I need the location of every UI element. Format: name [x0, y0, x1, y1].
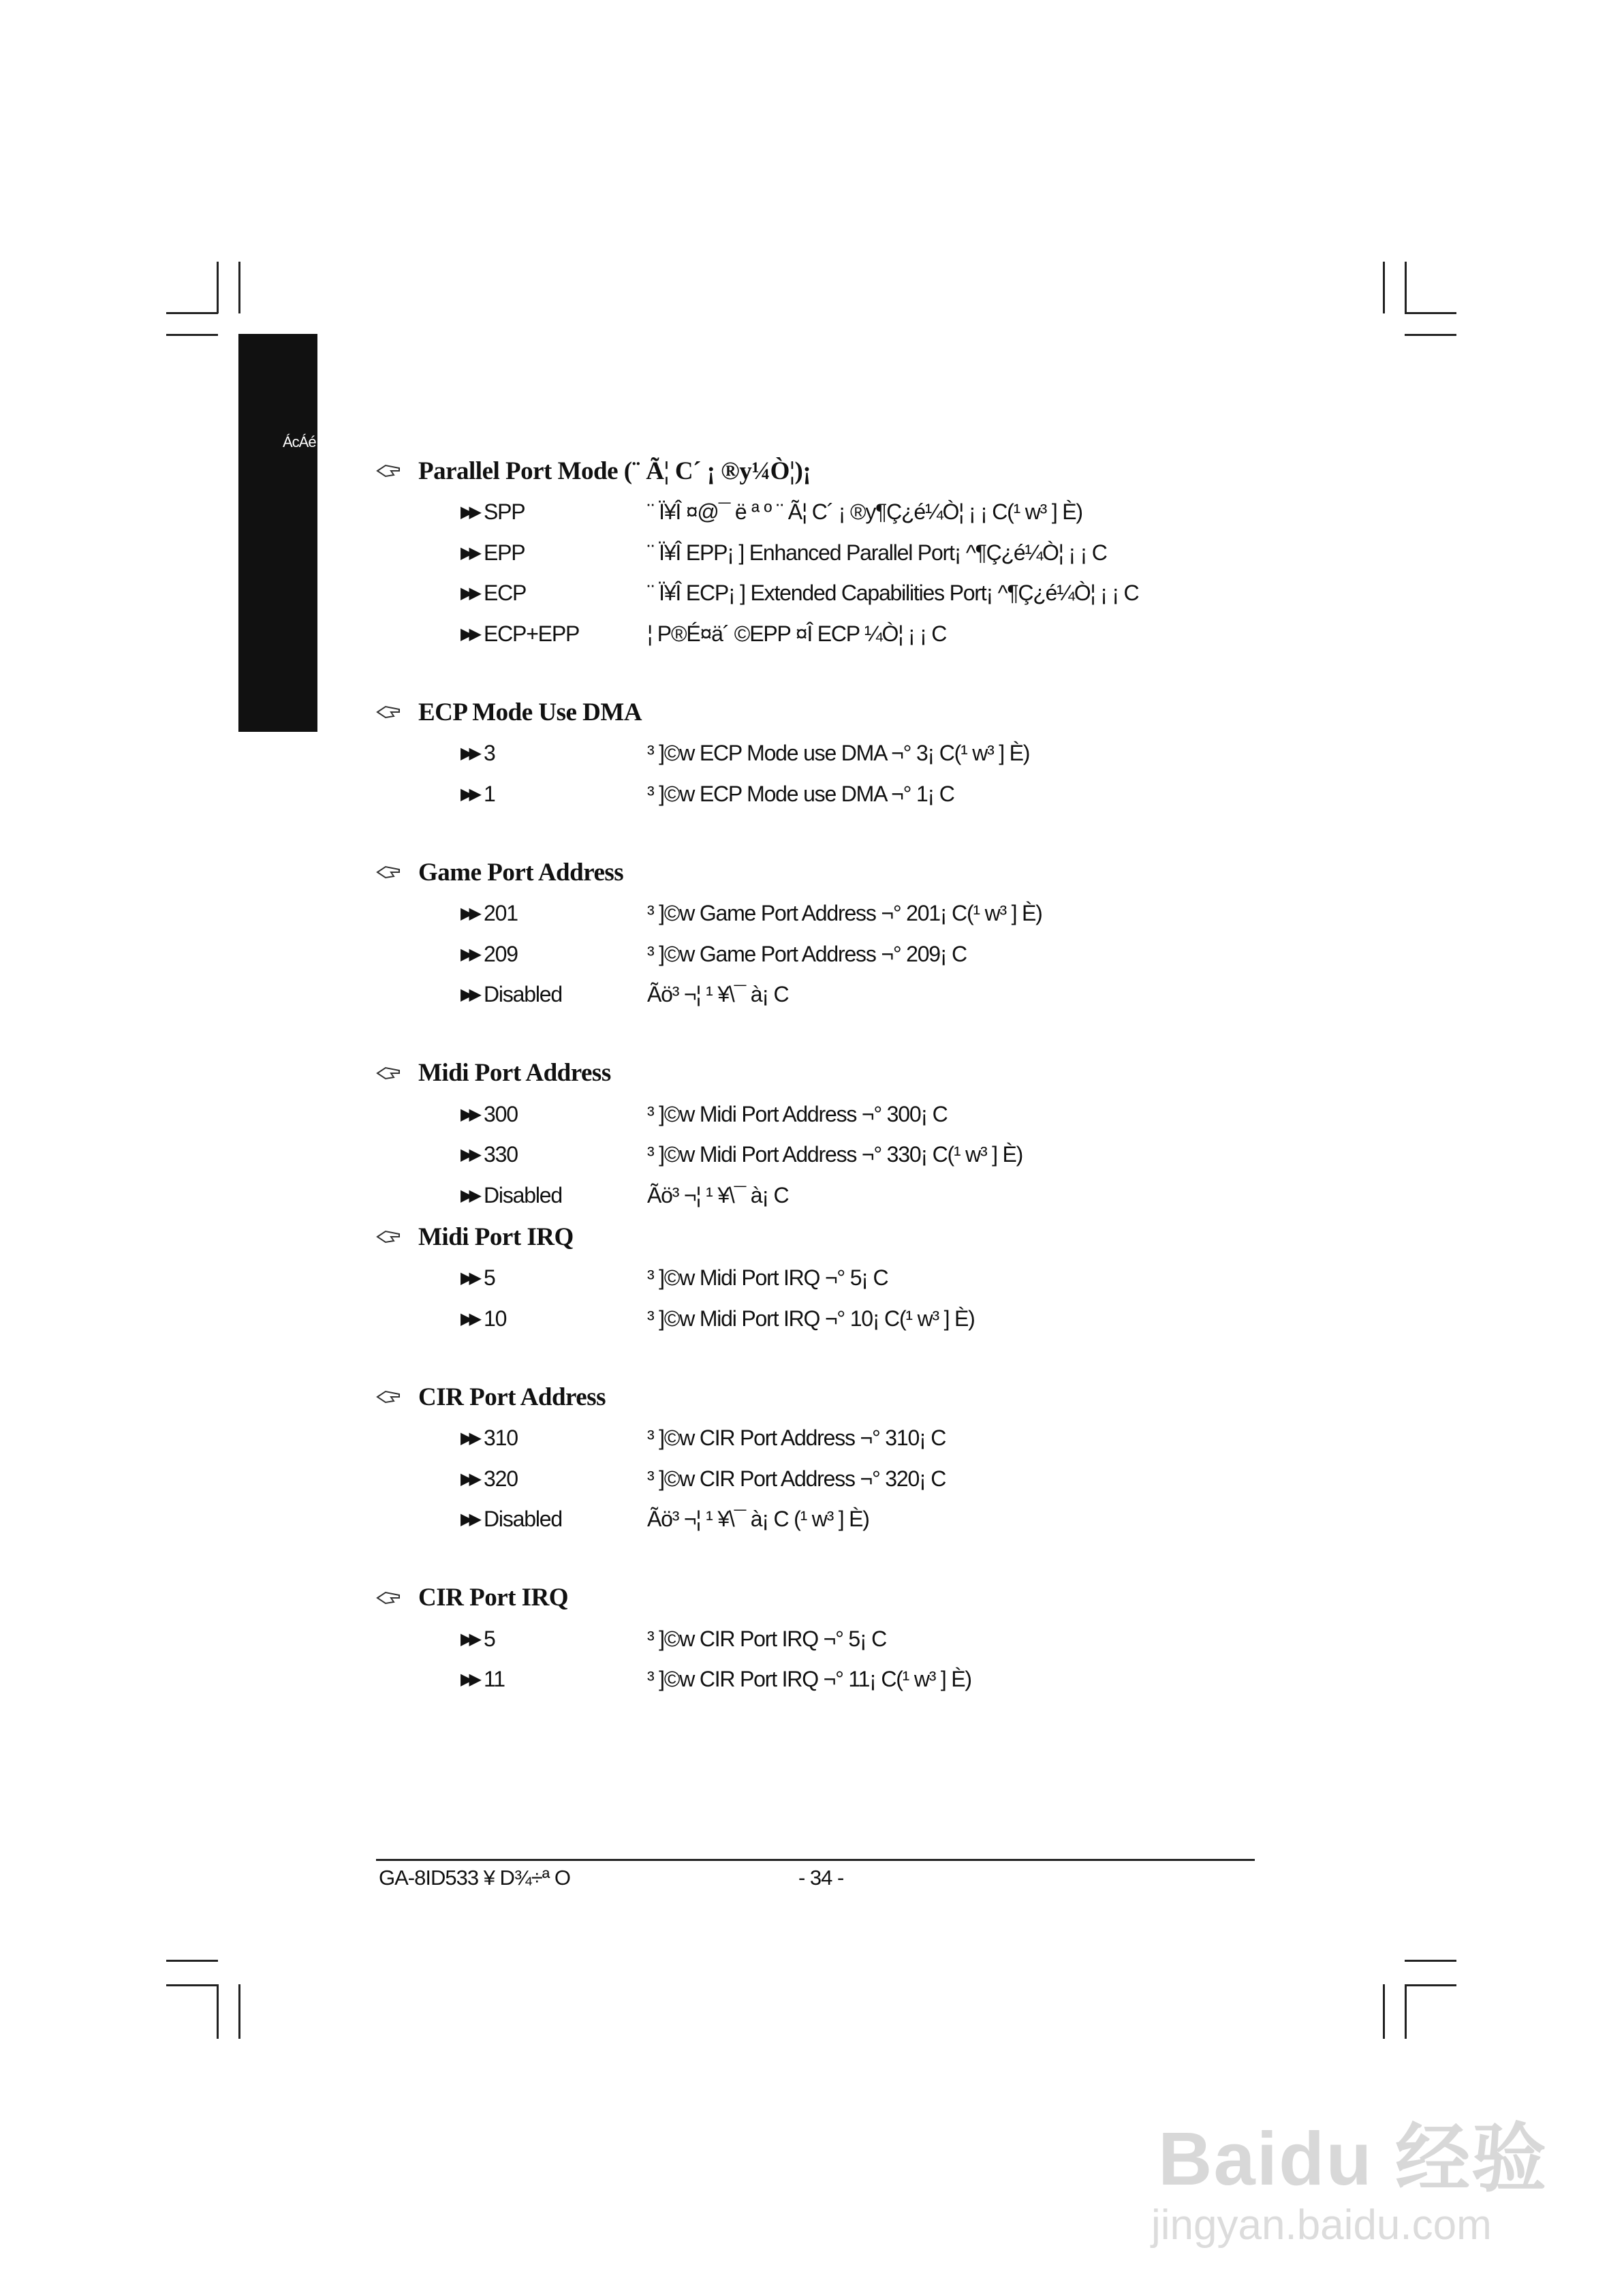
footer-manual-name: GA-8ID533 ¥ D¾÷ª O: [379, 1866, 570, 1890]
setting-section-header: [376, 1052, 1398, 1094]
crop-mark: [1383, 1984, 1385, 2039]
setting-section-header: [376, 1216, 1398, 1258]
option-value: 320: [484, 1466, 518, 1491]
double-arrow-icon: ▶▶: [460, 944, 478, 964]
section-spacer: [376, 814, 1398, 851]
setting-option: [376, 1135, 1398, 1175]
option-value: SPP: [484, 499, 525, 525]
watermark-brand: Baidu 经验: [1158, 2117, 1548, 2201]
option-value: Disabled: [484, 982, 562, 1007]
crop-mark: [1405, 1984, 1407, 2039]
option-value: 11: [484, 1667, 505, 1692]
crop-mark: [1405, 312, 1456, 314]
option-description: ³ ]©w Game Port Address ¬° 201¡ C(¹ w³ ] È): [647, 901, 1042, 926]
setting-section-header: [376, 450, 1398, 492]
option-description: ³ ]©w CIR Port IRQ ¬° 5¡ C: [647, 1626, 887, 1651]
setting-section-header: [376, 851, 1398, 893]
watermark-url: jingyan.baidu.com: [1151, 2202, 1492, 2249]
option-description: Ãö³ ¬¦ ¹ ¥\¯ à¡ C: [647, 1182, 789, 1207]
option-description: ³ ]©w Midi Port IRQ ¬° 10¡ C(¹ w³ ] È): [647, 1306, 975, 1331]
pointing-hand-icon: [376, 1065, 402, 1081]
option-description: ³ ]©w Game Port Address ¬° 209¡ C: [647, 941, 967, 966]
pointing-hand-icon: [376, 1389, 402, 1405]
setting-title: CIR Port IRQ: [418, 1584, 569, 1612]
option-value: ECP: [484, 581, 527, 606]
option-value: 1: [484, 781, 495, 806]
setting-option: [376, 1659, 1398, 1700]
option-value: Disabled: [484, 1507, 562, 1532]
crop-mark: [217, 1984, 219, 2039]
crop-mark: [1405, 334, 1456, 336]
setting-option: [376, 893, 1398, 934]
option-value: 201: [484, 901, 518, 926]
watermark: [1144, 2085, 1553, 2262]
setting-title: Midi Port Address: [418, 1059, 611, 1087]
setting-option: [376, 573, 1398, 614]
section-spacer: [376, 1339, 1398, 1376]
setting-option: [376, 934, 1398, 975]
option-value: 10: [484, 1306, 507, 1331]
pointing-hand-icon: [376, 1590, 402, 1606]
pointing-hand-icon: [376, 704, 402, 720]
chapter-side-tab-label: ÁcÁé: [283, 433, 316, 450]
setting-option: [376, 1299, 1398, 1340]
setting-title: Game Port Address: [418, 858, 624, 887]
option-value: Disabled: [484, 1182, 562, 1207]
setting-option: [376, 533, 1398, 574]
setting-option: [376, 974, 1398, 1015]
option-value: ECP+EPP: [484, 621, 580, 646]
bios-options-content: [376, 450, 1398, 1700]
option-description: ¨ Ï¥Î ECP¡ ] Extended Capabilities Port¡ ^¶Ç¿é¼Ò¦ ¡ ¡ C: [647, 581, 1139, 606]
setting-option: [376, 492, 1398, 533]
setting-option: [376, 1094, 1398, 1135]
setting-section-header: [376, 1376, 1398, 1418]
crop-mark: [1383, 262, 1385, 313]
option-value: 5: [484, 1626, 495, 1651]
section-spacer: [376, 1540, 1398, 1577]
setting-title: Parallel Port Mode (¨ Ã¦ C´ ¡ ®y¼Ò¦)¡: [418, 457, 811, 485]
crop-mark: [217, 262, 219, 313]
pointing-hand-icon: [376, 463, 402, 479]
double-arrow-icon: ▶▶: [460, 1510, 478, 1529]
pointing-hand-icon: [376, 864, 402, 880]
setting-option: [376, 733, 1398, 774]
setting-option: [376, 1499, 1398, 1540]
double-arrow-icon: ▶▶: [460, 784, 478, 803]
crop-mark: [166, 1984, 218, 1986]
setting-section: [376, 1577, 1398, 1700]
option-value: 3: [484, 741, 495, 766]
option-description: ³ ]©w ECP Mode use DMA ¬° 1¡ C: [647, 781, 954, 806]
footer-page-number: - 34 -: [798, 1866, 844, 1890]
option-value: 5: [484, 1265, 495, 1291]
option-description: ³ ]©w CIR Port Address ¬° 320¡ C: [647, 1466, 946, 1491]
crop-mark: [1405, 1984, 1456, 1986]
option-description: ³ ]©w CIR Port IRQ ¬° 11¡ C(¹ w³ ] È): [647, 1667, 971, 1692]
setting-title: Midi Port IRQ: [418, 1222, 574, 1251]
double-arrow-icon: ▶▶: [460, 904, 478, 923]
double-arrow-icon: ▶▶: [460, 985, 478, 1004]
chapter-side-tab: [238, 334, 317, 732]
setting-option: [376, 1459, 1398, 1500]
option-description: ³ ]©w ECP Mode use DMA ¬° 3¡ C(¹ w³ ] È): [647, 741, 1030, 766]
footer-rule: [376, 1859, 1255, 1861]
section-spacer: [376, 1015, 1398, 1052]
double-arrow-icon: ▶▶: [460, 744, 478, 763]
setting-option: [376, 614, 1398, 655]
option-description: ¦ P®É¤ä´ ©EPP ¤Î ECP ¼Ò¦ ¡ ¡ C: [647, 621, 947, 646]
double-arrow-icon: ▶▶: [460, 503, 478, 522]
setting-title: CIR Port Address: [418, 1383, 606, 1411]
setting-title: ECP Mode Use DMA: [418, 698, 642, 726]
crop-mark: [166, 1960, 218, 1962]
crop-mark: [1405, 1960, 1456, 1962]
setting-section: [376, 851, 1398, 1052]
double-arrow-icon: ▶▶: [460, 1269, 478, 1288]
option-value: EPP: [484, 540, 525, 565]
crop-mark: [238, 1984, 240, 2039]
pointing-hand-icon: [376, 1229, 402, 1245]
setting-option: [376, 1619, 1398, 1660]
option-value: 209: [484, 941, 518, 966]
crop-mark: [166, 334, 218, 336]
option-description: ¨ Ï¥Î ¤@¯ ë ª º ¨ Ã¦ C´ ¡ ®y¶Ç¿é¼Ò¦ ¡ ¡ C(¹ w³ ] È): [647, 499, 1082, 525]
crop-mark: [166, 312, 218, 314]
setting-option: [376, 1258, 1398, 1299]
double-arrow-icon: ▶▶: [460, 1309, 478, 1328]
option-description: ³ ]©w CIR Port Address ¬° 310¡ C: [647, 1426, 946, 1451]
setting-section: [376, 1216, 1398, 1376]
setting-section-header: [376, 1577, 1398, 1619]
setting-option: [376, 1175, 1398, 1216]
crop-mark: [238, 262, 240, 313]
option-description: ¨ Ï¥Î EPP¡ ] Enhanced Parallel Port¡ ^¶Ç¿é¼Ò¦ ¡ ¡ C: [647, 540, 1107, 565]
option-description: ³ ]©w Midi Port Address ¬° 330¡ C(¹ w³ ] È): [647, 1142, 1023, 1167]
option-value: 310: [484, 1426, 518, 1451]
double-arrow-icon: ▶▶: [460, 543, 478, 562]
setting-section: [376, 1376, 1398, 1577]
option-description: Ãö³ ¬¦ ¹ ¥\¯ à¡ C (¹ w³ ] È): [647, 1507, 869, 1532]
double-arrow-icon: ▶▶: [460, 1186, 478, 1205]
setting-option: [376, 1418, 1398, 1459]
option-description: Ãö³ ¬¦ ¹ ¥\¯ à¡ C: [647, 982, 789, 1007]
setting-section: [376, 450, 1398, 691]
double-arrow-icon: ▶▶: [460, 1105, 478, 1124]
double-arrow-icon: ▶▶: [460, 1469, 478, 1488]
setting-section: [376, 691, 1398, 851]
option-value: 330: [484, 1142, 518, 1167]
double-arrow-icon: ▶▶: [460, 1670, 478, 1689]
double-arrow-icon: ▶▶: [460, 1145, 478, 1165]
setting-option: [376, 774, 1398, 815]
setting-section: [376, 1052, 1398, 1216]
option-description: ³ ]©w Midi Port IRQ ¬° 5¡ C: [647, 1265, 888, 1291]
section-spacer: [376, 654, 1398, 691]
double-arrow-icon: ▶▶: [460, 624, 478, 643]
setting-section-header: [376, 691, 1398, 733]
double-arrow-icon: ▶▶: [460, 1429, 478, 1448]
crop-mark: [1405, 262, 1407, 313]
double-arrow-icon: ▶▶: [460, 584, 478, 603]
option-value: 300: [484, 1101, 518, 1126]
double-arrow-icon: ▶▶: [460, 1629, 478, 1648]
option-description: ³ ]©w Midi Port Address ¬° 300¡ C: [647, 1101, 948, 1126]
